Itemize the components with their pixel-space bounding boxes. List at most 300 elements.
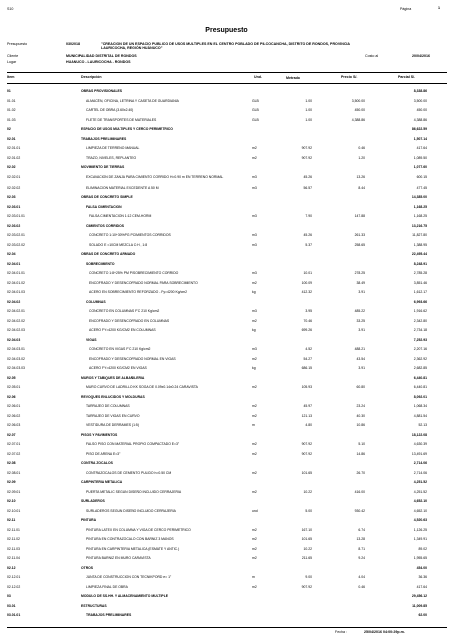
table-row [0, 262, 453, 267]
item-code: 02.11 [7, 518, 16, 522]
item-price: 147.88 [354, 214, 365, 218]
item-price: 8.44 [358, 185, 365, 190]
item-partial: 11,827.80 [412, 233, 427, 237]
table-row [0, 186, 453, 191]
item-code: 02.04.02.03 [7, 328, 25, 332]
item-partial: 13,216.75 [411, 223, 427, 228]
table-row [0, 243, 453, 248]
item-price: 261.33 [354, 233, 365, 237]
item-code: 02.06.02 [7, 413, 21, 418]
item-description: MOVIMIENTO DE TIERRAS [81, 165, 125, 169]
item-price: 43.54 [356, 356, 365, 361]
header-top-rule [7, 72, 447, 73]
item-code: 02.04.01.02 [7, 280, 25, 285]
item-metrado: 54.27 [303, 356, 312, 361]
presupuesto-description: "CREACION DE UN ESPACIO PUBLICO DE USOS MULTIPLES EN EL CENTRO POBLADO DE PILCOCANCHA, DISTRITO DE RONDOS, PROVINCIA LAURICOCHA, REGIÓN HUÁNUCO" [101, 42, 350, 50]
footer-rule [7, 627, 447, 628]
item-code: 02.04.02.01 [7, 309, 25, 313]
fecha-label: Fecha : [335, 630, 347, 634]
item-code: 03 [7, 594, 11, 598]
item-description: FALSA CIMENTACION 1:12 CEM-HORM [89, 214, 152, 218]
table-row [0, 319, 453, 324]
item-metrado: 4.80 [305, 423, 312, 427]
item-partial: 4,881.54 [413, 413, 427, 418]
item-description: MUROS Y TABIQUES DE ALBAÑILERIA [81, 375, 145, 380]
item-partial: 2,342.80 [413, 318, 427, 323]
table-row [0, 89, 453, 94]
cliente-value: MUNICIPALIDAD DISTRITAL DE RONDOS [66, 54, 137, 58]
item-code: 02.06.01 [7, 404, 21, 408]
item-metrado: 100.09 [301, 280, 312, 285]
item-unit: m2 [252, 546, 257, 551]
item-partial: 417.64 [416, 146, 427, 150]
item-description: CARPINTERIA METALICA [81, 480, 123, 484]
item-description: TRABAJOS PRELIMINARES [81, 136, 127, 141]
table-row [0, 108, 453, 113]
item-code: 02.01.01 [7, 146, 21, 150]
item-description: ACERO FY=4200 KG/CM2 EN VIGAS [89, 366, 147, 370]
item-unit: und [252, 508, 258, 513]
item-partial: 7,252.93 [413, 337, 427, 342]
item-partial: 2,207.16 [413, 347, 427, 351]
item-partial: 3,500.00 [413, 98, 427, 103]
table-row [0, 480, 453, 485]
item-code: 02.04.01.01 [7, 271, 25, 275]
item-metrado: 1.00 [305, 117, 312, 122]
table-row [0, 414, 453, 419]
item-price: 0.46 [358, 584, 365, 589]
table-row [0, 224, 453, 229]
table-row [0, 347, 453, 352]
col-descripcion: Descripción [81, 75, 102, 79]
item-price: 3,500.00 [351, 98, 365, 103]
item-unit: m [252, 575, 255, 579]
item-description: ENCOFRADO Y DESENCOFRADO NORMAL EN VIGAS [89, 356, 176, 361]
item-metrado: 167.10 [301, 527, 312, 532]
item-partial: 8,092.01 [413, 394, 427, 399]
cliente-label: Cliente [7, 54, 19, 58]
item-price: 3.91 [358, 328, 365, 332]
item-price: 278.25 [354, 271, 365, 275]
table-row [0, 328, 453, 333]
item-partial: 22,495.44 [411, 252, 427, 256]
item-unit: m2 [252, 280, 257, 285]
item-metrado: 699.26 [301, 328, 312, 332]
item-partial: 36.36 [418, 575, 427, 579]
item-unit: m2 [252, 489, 257, 494]
item-description: PISOS Y PAVIMENTOS [81, 432, 118, 437]
item-description: PINTURA EN CONTRAZOCALO CON BARNIZ 3 MANOS [86, 537, 174, 541]
item-unit: kg [252, 366, 256, 370]
item-metrado: 1.00 [305, 98, 312, 103]
table-row [0, 585, 453, 590]
item-partial: 2,362.92 [413, 356, 427, 361]
table-row [0, 165, 453, 170]
presupuesto-code: 0302018 [66, 42, 80, 46]
table-row [0, 146, 453, 151]
item-partial: 1,916.62 [413, 309, 427, 313]
item-code: 02.04.03.02 [7, 356, 25, 361]
table-row [0, 281, 453, 286]
costo-label: Costo al [365, 54, 379, 58]
item-price: 40.30 [356, 413, 365, 418]
item-code: 02.04.01 [7, 261, 21, 266]
item-description: ELIMINACION MATERIAL EXCEDENTE A 50 M [86, 185, 159, 190]
item-code: 03.01.01 [7, 613, 21, 617]
table-row [0, 471, 453, 476]
item-description: CONCRETO EN VIGAS F'C 210 Kg/cm2 [89, 347, 151, 351]
item-code: 02.11.02 [7, 537, 20, 541]
item-unit: m3 [252, 233, 257, 237]
item-code: 02.05.01 [7, 385, 21, 389]
table-row [0, 376, 453, 381]
item-code: 02.07.01 [7, 442, 21, 446]
item-partial: 1,612.17 [413, 290, 427, 294]
item-metrado: 907.92 [301, 146, 312, 150]
item-price: 14.86 [356, 451, 365, 456]
item-code: 02.03.02 [7, 223, 21, 228]
item-code: 02.12.02 [7, 584, 21, 589]
item-description: OBRAS DE CONCRETO ARMADO [81, 252, 136, 256]
item-code: 01.01 [7, 98, 16, 103]
item-unit: kg [252, 290, 256, 294]
item-price: 6.74 [358, 527, 365, 532]
item-unit: m3 [252, 271, 257, 275]
table-row [0, 566, 453, 571]
item-code: 02.11.03 [7, 546, 20, 551]
item-unit: m2 [252, 584, 257, 589]
item-description: SOLADO E =10CM MEZCLA C:H , 1:8 [89, 242, 148, 247]
table-row [0, 461, 453, 466]
costo-value: 20/04/2016 [412, 54, 430, 58]
item-partial: 1,126.25 [413, 527, 427, 532]
item-code: 01.03 [7, 117, 16, 122]
item-partial: 1,507.14 [413, 136, 427, 141]
item-unit: m2 [252, 385, 257, 389]
item-partial: 4,388.86 [413, 117, 427, 122]
table-row [0, 385, 453, 390]
item-price: 23.24 [356, 404, 365, 408]
item-price: 60.80 [356, 385, 365, 389]
item-unit: GLB [252, 117, 259, 122]
item-metrado: 56.57 [303, 185, 312, 190]
item-unit: m [252, 423, 255, 427]
item-description: CIMIENTOS CORRIDOS [86, 223, 124, 228]
table-row [0, 442, 453, 447]
item-partial: 4,251.52 [413, 489, 427, 494]
item-price: 13.28 [356, 537, 365, 541]
item-unit: GLB [252, 98, 259, 103]
table-row [0, 594, 453, 599]
item-unit: kg [252, 328, 256, 332]
item-price: 5.10 [358, 442, 365, 446]
item-partial: 4,630.39 [413, 442, 427, 446]
item-code: 02 [7, 127, 11, 131]
item-description: EXCAVACION DE ZANJA PARA CIMIENTO CORRIDO H=0.90 m EN TERRENO NORMAL [86, 174, 224, 179]
item-description: PINTURA LATEX EN COLUMNA Y VIGA DE CERCO PERIMETRICO [86, 527, 191, 532]
item-description: CONCRETO 1:10+30%PG PCIMIENTOS CORRIDOS [89, 233, 171, 237]
page-number: 1 [438, 6, 440, 10]
item-description: ENCOFRADO Y DESENCOFRADO NORMAL PARA SOBRECIMIENTO [89, 280, 198, 285]
item-metrado: 686.15 [301, 366, 312, 370]
item-price: 3.91 [358, 290, 365, 294]
item-code: 01 [7, 89, 11, 93]
item-description: OBRAS PROVISIONALES [81, 89, 123, 93]
item-description: FALSA CIMENTACION [86, 204, 122, 209]
table-row [0, 604, 453, 609]
item-partial: 4,652.10 [413, 499, 427, 503]
item-partial: 6,993.66 [413, 299, 427, 304]
item-metrado: 121.13 [301, 413, 312, 418]
item-partial: 14,385.00 [411, 195, 427, 199]
item-partial: 1,388.95 [413, 242, 427, 247]
item-description: LIMPIEZA FINAL DE OBRA [86, 584, 128, 589]
table-row [0, 509, 453, 514]
item-description: SURLADEROS SEGUN DISEÑO INCLUIDO CERRAJERIA [86, 508, 176, 513]
item-partial: 477.45 [416, 185, 427, 190]
table-row [0, 233, 453, 238]
table-row [0, 290, 453, 295]
item-metrado: 10.22 [303, 546, 312, 551]
item-partial: 6,440.81 [413, 385, 427, 389]
item-partial: 600.15 [416, 174, 427, 179]
item-partial: 6,440.81 [413, 375, 427, 380]
item-unit: m3 [252, 214, 257, 218]
item-partial: 2,785.28 [413, 271, 427, 275]
item-price: 26.70 [356, 470, 365, 475]
item-partial: 2,714.06 [413, 470, 427, 475]
item-metrado: 10.01 [303, 271, 312, 275]
table-row [0, 556, 453, 561]
table-row [0, 127, 453, 132]
item-unit: m2 [252, 404, 257, 408]
table-row [0, 271, 453, 276]
item-unit: m3 [252, 347, 257, 351]
item-code: 02.03.01 [7, 204, 21, 209]
item-description: PINTURA EN CARPINTERIA METALICA (ESMATE Y ANTIC.) [86, 546, 180, 551]
item-partial: 417.64 [416, 584, 427, 589]
item-code: 02.04 [7, 252, 16, 256]
item-description: ALMACÉN, OFICINA, LETRINA Y CASETA DE GUARDIANIA [86, 98, 179, 103]
item-unit: m2 [252, 146, 257, 150]
item-partial: 29,456.12 [411, 594, 427, 598]
item-partial: 1,349.91 [413, 537, 427, 541]
item-partial: 4,251.52 [413, 480, 427, 484]
item-partial: 52.13 [418, 423, 427, 427]
item-description: TRAZO, NIVELES, REPLANTEO [86, 155, 137, 160]
item-partial: 1,089.50 [413, 155, 427, 160]
page-label: Página [400, 7, 412, 11]
item-description: OTROS [81, 565, 94, 570]
col-metrado: Metrado [286, 76, 300, 80]
item-unit: m2 [252, 556, 257, 560]
table-row [0, 300, 453, 305]
item-price: 3.91 [358, 366, 365, 370]
table-row [0, 156, 453, 161]
item-price: 9.24 [358, 556, 365, 560]
item-metrado: 45.26 [303, 233, 312, 237]
item-price: 930.42 [354, 508, 365, 513]
item-code: 02.06 [7, 394, 16, 399]
item-metrado: 1.00 [305, 108, 312, 112]
item-metrado: 5.37 [305, 242, 312, 247]
lugar-label: Lugar [7, 60, 17, 64]
item-partial: 1,168.25 [413, 214, 427, 218]
item-description: MURO CURVO DE LADRILLO KK SOGA DE 0.09x0.14x0.24 CARAVISTA [86, 385, 198, 389]
item-price: 4,388.86 [351, 117, 365, 122]
item-metrado: 45.97 [303, 404, 312, 408]
item-description: OBRAS DE CONCRETO SIMPLE [81, 195, 133, 199]
item-price: 33.25 [356, 318, 365, 323]
lugar-value: HUANUCO - LAURICOCHA - RONDOS [66, 60, 131, 64]
item-description: CARTEL DE OBRA (3.60x2.40) [86, 108, 134, 112]
item-code: 02.02 [7, 165, 16, 169]
item-code: 02.07.02 [7, 451, 21, 456]
item-metrado: 907.92 [301, 451, 312, 456]
table-row [0, 490, 453, 495]
item-unit: m2 [252, 470, 257, 475]
header-bottom-rule [7, 83, 447, 84]
item-code: 02.02.02 [7, 185, 21, 190]
item-description: VIGAS [86, 337, 97, 342]
item-metrado: 907.92 [301, 584, 312, 589]
item-metrado: 101.65 [301, 470, 312, 475]
item-unit: m2 [252, 155, 257, 160]
item-code: 02.10.01 [7, 508, 21, 513]
item-partial: 1,077.60 [413, 165, 427, 169]
item-partial: 8,338.86 [413, 89, 427, 93]
item-code: 02.03.01.01 [7, 214, 25, 218]
item-partial: 62.00 [418, 613, 427, 617]
item-description: VESTIDURA DE DERRAMES (1:5) [86, 423, 139, 427]
item-code: 02.04.03.03 [7, 366, 25, 370]
item-price: 1.20 [358, 155, 365, 160]
item-price: 4.04 [358, 575, 365, 579]
item-partial: 2,682.85 [413, 366, 427, 370]
item-price: 10.86 [356, 423, 365, 427]
item-description: ENCOFRADO Y DESENCOFRADO EN COLUMNAS [89, 318, 170, 323]
item-metrado: 907.92 [301, 155, 312, 160]
table-row [0, 613, 453, 618]
item-code: 02.04.02 [7, 299, 21, 304]
item-partial: 4,520.63 [413, 518, 427, 522]
fecha-value: 25/04/2016 04:00:29p.m. [364, 630, 405, 634]
item-metrado: 7.90 [305, 214, 312, 218]
table-row [0, 338, 453, 343]
item-description: PUERTA METALIC SEGUN DISEÑO INCLUIDO CERRAJERIA [86, 489, 182, 494]
item-partial: 450.00 [416, 108, 427, 112]
table-row [0, 537, 453, 542]
item-description: TARRAJEO DE VIGAS EN CURVO [86, 413, 140, 418]
table-row [0, 252, 453, 257]
table-row [0, 118, 453, 123]
item-description: COLUMNAS [86, 299, 106, 304]
item-description: SURLADEROS [81, 499, 105, 503]
item-code: 02.08 [7, 461, 16, 465]
item-partial: 1,955.65 [413, 556, 427, 560]
item-partial: 13,491.69 [411, 451, 427, 456]
item-partial: 11,009.85 [412, 603, 427, 608]
item-price: 13.26 [356, 174, 365, 179]
item-metrado: 105.93 [301, 385, 312, 389]
item-metrado: 70.46 [303, 318, 312, 323]
item-code: 02.02.01 [7, 174, 21, 179]
item-code: 02.09.01 [7, 489, 21, 494]
item-metrado: 10.22 [303, 489, 312, 494]
item-description: PINTURA [81, 518, 97, 522]
item-description: TRABAJOS PRELIMINARES [86, 613, 132, 617]
item-unit: m3 [252, 309, 257, 313]
item-unit: m2 [252, 527, 257, 532]
page-title: Presupuesto [205, 27, 248, 34]
col-und: Und. [254, 75, 262, 79]
item-code: 02.06.03 [7, 423, 21, 427]
item-metrado: 45.26 [303, 174, 312, 179]
item-code: 02.04.02.02 [7, 318, 25, 323]
item-code: 02.01.02 [7, 155, 21, 160]
item-code: 03.01 [7, 603, 16, 608]
item-description: ESTRUCTURAS [81, 603, 107, 608]
item-description: CONTRA ZOCALOS [81, 461, 113, 465]
item-partial: 18,122.08 [411, 432, 427, 437]
item-metrado: 3.95 [305, 309, 312, 313]
item-description: FALSO PISO CON MATERIAL PROPIO COMPACTADO E=3" [86, 442, 180, 446]
item-unit: m3 [252, 185, 257, 190]
col-item: Item [7, 75, 15, 79]
item-metrado: 211.65 [301, 556, 312, 560]
item-partial: 1,168.25 [413, 204, 427, 209]
report-code: S10 [7, 7, 14, 11]
table-row [0, 205, 453, 210]
table-row [0, 309, 453, 314]
table-row [0, 452, 453, 457]
item-price: 258.65 [354, 242, 365, 247]
table-row [0, 433, 453, 438]
table-row [0, 518, 453, 523]
item-metrado: 5.00 [305, 508, 312, 513]
item-description: SOBRECIMIENTO [86, 261, 115, 266]
table-row [0, 99, 453, 104]
item-metrado: 9.00 [305, 575, 312, 579]
item-code: 02.04.03 [7, 337, 21, 342]
item-unit: m2 [252, 537, 257, 541]
table-row [0, 366, 453, 371]
table-row [0, 214, 453, 219]
item-description: CONCRETO 1:8+25% PM P/SOBRECIMIENTO CORRIDO [89, 271, 179, 275]
item-description: PINTURA BARNIZ EN MURO CARAVISTA [86, 556, 151, 560]
item-partial: 89.02 [418, 546, 427, 551]
table-row [0, 175, 453, 184]
item-description: ACERO FY=4200 KG/CM2 EN COLUMNAS [89, 328, 156, 332]
item-unit: GLB [252, 108, 259, 112]
item-code: 02.12 [7, 565, 16, 570]
item-metrado: 101.65 [301, 537, 312, 541]
table-row [0, 547, 453, 552]
item-code: 02.10 [7, 499, 16, 503]
item-price: 488.21 [354, 347, 365, 351]
item-price: 0.46 [358, 146, 365, 150]
item-unit: m2 [252, 442, 257, 446]
item-description: PISO DE ARENA E=3" [86, 451, 121, 456]
item-code: 01.02 [7, 108, 16, 112]
item-description: TARRAJEO DE COLUMNAS [86, 404, 130, 408]
item-unit: m2 [252, 356, 257, 361]
item-price: 38.49 [356, 280, 365, 285]
table-row [0, 575, 453, 580]
table-row [0, 137, 453, 142]
item-code: 02.07 [7, 432, 16, 437]
item-partial: 2,734.18 [413, 328, 427, 332]
